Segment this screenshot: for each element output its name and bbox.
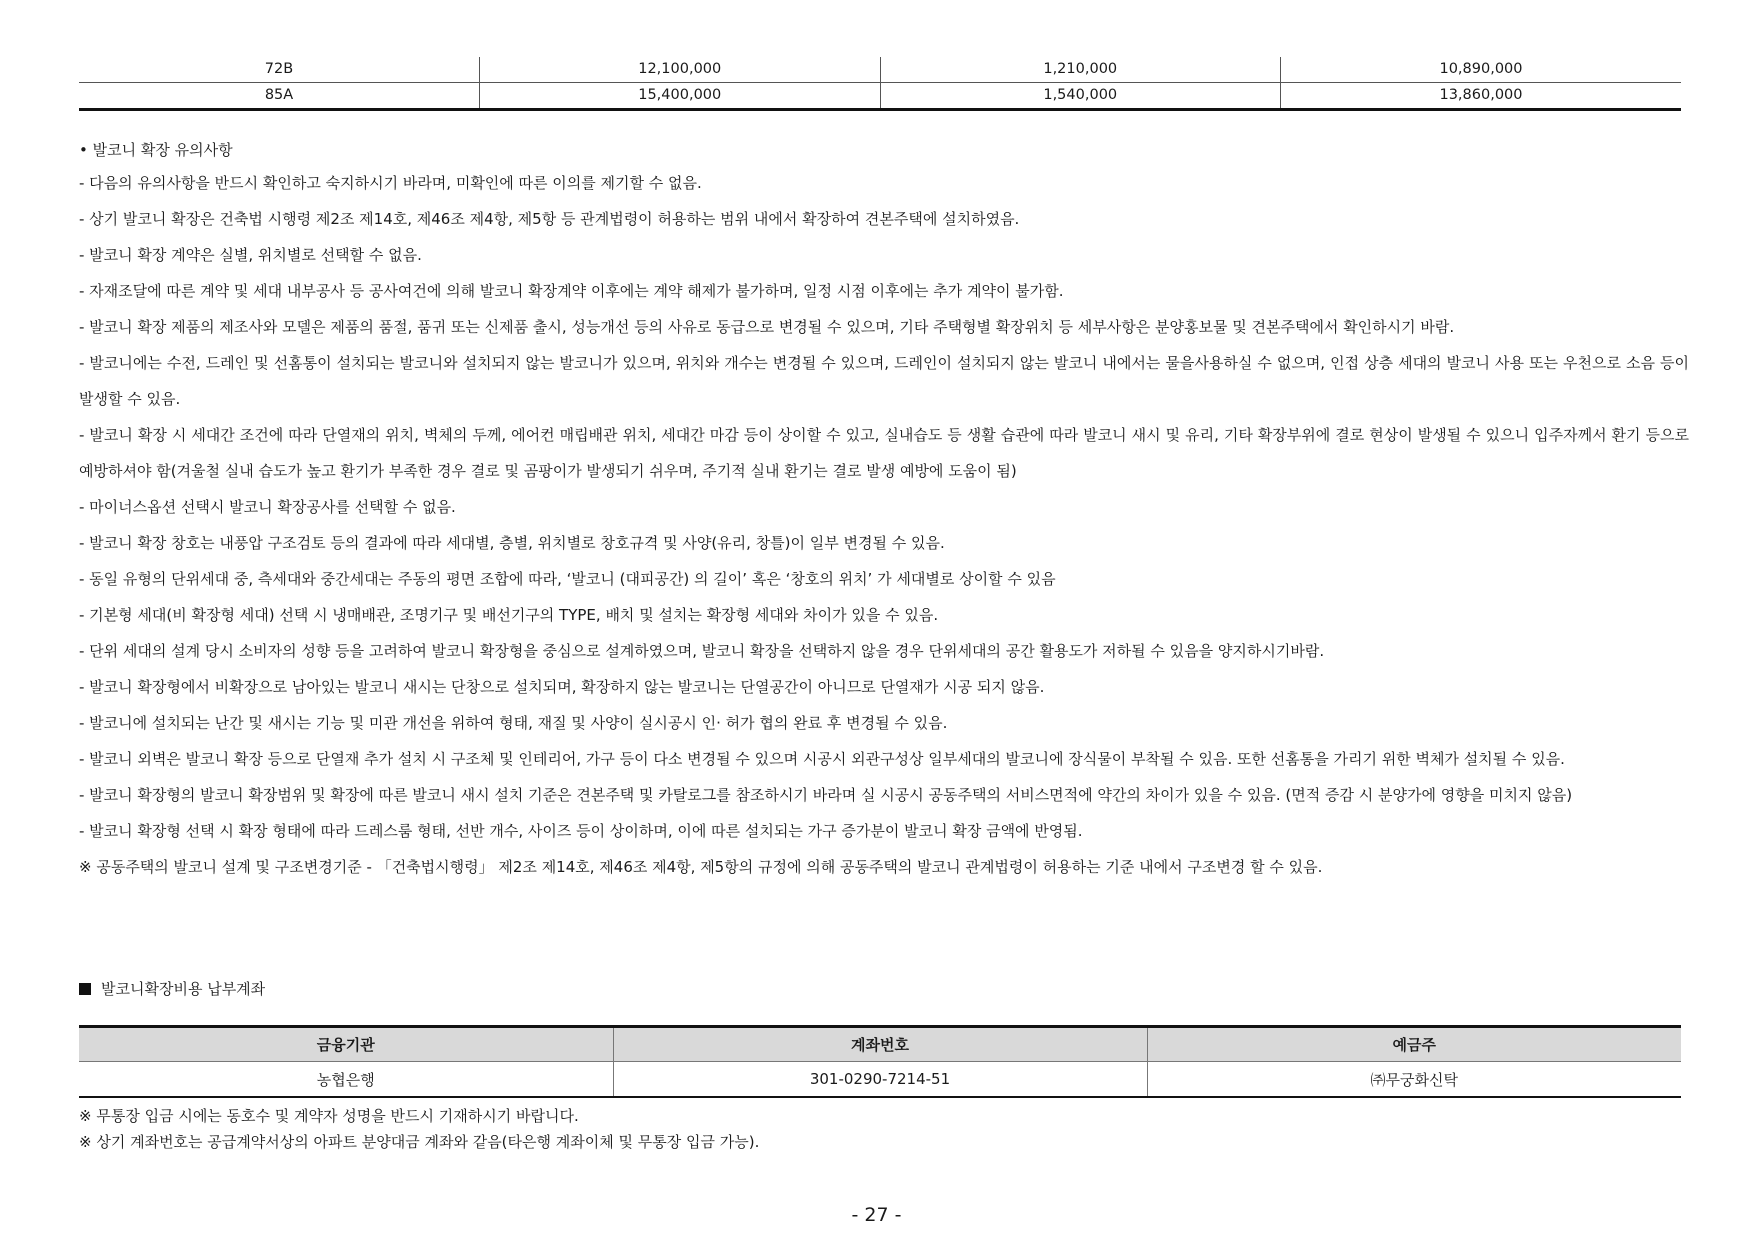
- table-cell: 85A: [79, 83, 480, 110]
- account-table: [79, 1025, 1681, 1098]
- note-item: - 동일 유형의 단위세대 중, 측세대와 중간세대는 주동의 평면 조합에 따라, ‘발코니 (대피공간) 의 길이’ 혹은 ‘창호의 위치’ 가 세대별로 상이할 수 있음: [79, 570, 1056, 588]
- table-cell: 13,860,000: [1281, 83, 1682, 110]
- table-cell: 10,890,000: [1281, 57, 1682, 83]
- account-footnotes: [79, 1103, 1689, 1155]
- table-cell: 15,400,000: [480, 83, 881, 110]
- note-item: - 발코니에 설치되는 난간 및 새시는 기능 및 미관 개선을 위하여 형태, 재질 및 사양이 실시공시 인· 허가 협의 완료 후 변경될 수 있음.: [79, 714, 948, 732]
- footnote: ※ 상기 계좌번호는 공급계약서상의 아파트 분양대금 계좌와 같음(타은행 계좌이체 및 무통장 입금 가능).: [79, 1133, 760, 1151]
- note-item: - 상기 발코니 확장은 건축법 시행령 제2조 제14호, 제46조 제4항, 제5항 등 관계법령이 허용하는 범위 내에서 확장하여 견본주택에 설치하였음.: [79, 210, 1020, 228]
- column-header: 금융기관: [79, 1027, 613, 1062]
- note-item: - 발코니 외벽은 발코니 확장 등으로 단열재 추가 설치 시 구조체 및 인테리어, 가구 등이 다소 변경될 수 있으며 시공시 외관구성상 일부세대의 발코니에 장식물이 부착될 수 있음. 또한 선홈통을 가리기 위한 벽체가 설치될 수 있음.: [79, 750, 1565, 768]
- note-item: ※ 공동주택의 발코니 설계 및 구조변경기준 - 「건축법시행령」 제2조 제14호, 제46조 제4항, 제5항의 규정에 의해 공동주택의 발코니 관계법령이 허용하는 기준 내에서 구조변경 할 수 있음.: [79, 858, 1323, 876]
- table-cell: 12,100,000: [480, 57, 881, 83]
- table-cell: 1,540,000: [880, 83, 1281, 110]
- note-item: - 발코니 확장 제품의 제조사와 모델은 제품의 품절, 품귀 또는 신제품 출시, 성능개선 등의 사유로 동급으로 변경될 수 있으며, 기타 주택형별 확장위치 등 세부사항은 분양홍보물 및 견본주택에서 확인하시기 바람.: [79, 318, 1455, 336]
- column-header: 계좌번호: [613, 1027, 1147, 1062]
- table-cell: 72B: [79, 57, 480, 83]
- account-title-text: 발코니확장비용 납부계좌: [101, 980, 266, 998]
- bank-name: 농협은행: [316, 1070, 375, 1089]
- note-item: - 기본형 세대(비 확장형 세대) 선택 시 냉매배관, 조명기구 및 배선기구의 TYPE, 배치 및 설치는 확장형 세대와 차이가 있을 수 있음.: [79, 606, 939, 624]
- price-table: [79, 57, 1681, 111]
- account-section-title: [79, 978, 265, 1000]
- account-number: 301-0290-7214-51: [613, 1062, 1147, 1098]
- table-row: [79, 1062, 1681, 1098]
- note-item: - 발코니 확장형에서 비확장으로 남아있는 발코니 새시는 단창으로 설치되며, 확장하지 않는 발코니는 단열공간이 아니므로 단열재가 시공 되지 않음.: [79, 678, 1045, 696]
- note-item: - 발코니 확장 시 세대간 조건에 따라 단열재의 위치, 벽체의 두께, 에어컨 매립배관 위치, 세대간 마감 등이 상이할 수 있고, 실내습도 등 생활 습관에 따라 발코니 새시 및 유리, 기타 확장부위에 결로 현상이 발생될 수 있으니 입주자께서 환기 등으로 예방하셔야 함(겨울철 실내 습도가 높고 환기가 부족한 경우 결로 및 곰팡이가 발생되기 쉬우며, 주기적 실내 환기는 결로 발생 예방에 도움이 됨): [79, 426, 1689, 480]
- note-item: - 발코니 확장형 선택 시 확장 형태에 따라 드레스룸 형태, 선반 개수, 사이즈 등이 상이하며, 이에 따른 설치되는 가구 증가분이 발코니 확장 금액에 반영됨.: [79, 822, 1083, 840]
- note-item: - 자재조달에 따른 계약 및 세대 내부공사 등 공사여건에 의해 발코니 확장계약 이후에는 계약 해제가 불가하며, 일정 시점 이후에는 추가 계약이 불가함.: [79, 282, 1064, 300]
- page-number: - 27 -: [851, 1204, 902, 1226]
- note-item: - 발코니 확장형의 발코니 확장범위 및 확장에 따른 발코니 새시 설치 기준은 견본주택 및 카탈로그를 참조하시기 바라며 실 시공시 공동주택의 서비스면적에 약간의 차이가 있을 수 있음. (면적 증감 시 분양가에 영향을 미치지 않음): [79, 786, 1573, 804]
- footnote: ※ 무통장 입금 시에는 동호수 및 계약자 성명을 반드시 기재하시기 바랍니다.: [79, 1107, 579, 1125]
- table-row: [79, 57, 1681, 83]
- note-item: - 다음의 유의사항을 반드시 확인하고 숙지하시기 바라며, 미확인에 따른 이의를 제기할 수 없음.: [79, 174, 702, 192]
- account-holder: ㈜무궁화신탁: [1147, 1062, 1681, 1098]
- note-item: - 단위 세대의 설계 당시 소비자의 성향 등을 고려하여 발코니 확장형을 중심으로 설계하였으며, 발코니 확장을 선택하지 않을 경우 단위세대의 공간 활용도가 저하될 수 있음을 양지하시기바람.: [79, 642, 1325, 660]
- column-header: 예금주: [1147, 1027, 1681, 1062]
- table-row: [79, 83, 1681, 110]
- note-item: - 발코니에는 수전, 드레인 및 선홈통이 설치되는 발코니와 설치되지 않는 발코니가 있으며, 위치와 개수는 변경될 수 있으며, 드레인이 설치되지 않는 발코니 내에서는 물을사용하실 수 없으며, 인접 상층 세대의 발코니 사용 또는 우천으로 소음 등이 발생할 수 있음.: [79, 354, 1689, 408]
- note-item: - 발코니 확장 창호는 내풍압 구조검토 등의 결과에 따라 세대별, 층별, 위치별로 창호규격 및 사양(유리, 창틀)이 일부 변경될 수 있음.: [79, 534, 945, 552]
- table-header-row: [79, 1027, 1681, 1062]
- note-item: - 발코니 확장 계약은 실별, 위치별로 선택할 수 없음.: [79, 246, 422, 264]
- square-bullet-icon: [79, 983, 91, 995]
- notes-heading: • 발코니 확장 유의사항: [79, 141, 233, 159]
- note-item: - 마이너스옵션 선택시 발코니 확장공사를 선택할 수 없음.: [79, 498, 456, 516]
- balcony-notes: [79, 135, 1689, 885]
- table-cell: 1,210,000: [880, 57, 1281, 83]
